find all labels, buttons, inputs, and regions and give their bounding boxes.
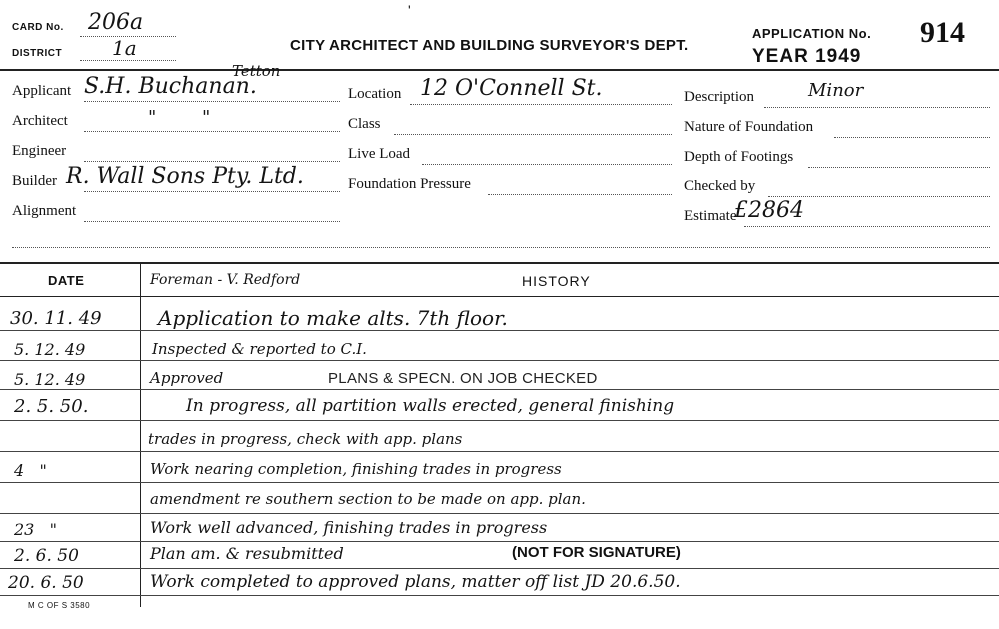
class-label: Class — [348, 116, 381, 132]
applicant-value: S.H. Buchanan. — [84, 74, 257, 99]
architect-line — [84, 131, 340, 132]
history-entry: Approved — [150, 369, 224, 387]
history-date: 5. 12. 49 — [14, 340, 86, 359]
history-date: 20. 6. 50 — [8, 573, 84, 593]
application-number: 914 — [920, 16, 965, 49]
tick-mark: ' — [408, 2, 411, 18]
engineer-label: Engineer — [12, 143, 67, 159]
estimate-value: £2864 — [734, 198, 804, 223]
checked-by-label: Checked by — [684, 178, 756, 194]
year-label: YEAR 1949 — [752, 46, 862, 67]
department-title: CITY ARCHITECT AND BUILDING SURVEYOR'S DEPT. — [290, 37, 689, 54]
history-entry: trades in progress, check with app. plans — [148, 430, 463, 448]
history-date: 23 " — [14, 520, 57, 539]
row-rule — [0, 360, 999, 361]
history-top-rule — [0, 262, 999, 264]
history-header: HISTORY — [522, 273, 591, 289]
row-rule — [0, 451, 999, 452]
foundation-pressure-line — [488, 194, 672, 195]
applicant-label: Applicant — [12, 83, 72, 99]
description-value: Minor — [808, 80, 864, 101]
blank-dotted-line — [12, 247, 990, 248]
card-no-value: 206a — [88, 10, 144, 35]
builder-line — [84, 191, 340, 192]
not-for-signature-note: (NOT FOR SIGNATURE) — [512, 544, 681, 561]
history-entry: In progress, all partition walls erected, general finishing — [186, 396, 675, 416]
location-line — [410, 104, 672, 105]
history-entry: Plan am. & resubmitted — [150, 544, 344, 563]
history-date: 30. 11. 49 — [10, 308, 102, 329]
nature-line — [834, 137, 990, 138]
row-rule — [0, 389, 999, 390]
header-rule — [0, 69, 999, 71]
application-label: APPLICATION No. — [752, 26, 872, 41]
form-code: M C OF S 3580 — [28, 601, 91, 610]
checked-line — [768, 196, 990, 197]
date-column-divider — [140, 262, 141, 607]
alignment-label: Alignment — [12, 203, 77, 219]
description-label: Description — [684, 89, 754, 105]
alignment-line — [84, 221, 340, 222]
history-entry: amendment re southern section to be made on app. plan. — [150, 490, 586, 508]
row-rule — [0, 568, 999, 569]
location-value: 12 O'Connell St. — [420, 76, 603, 101]
history-date: 5. 12. 49 — [14, 370, 86, 389]
estimate-line — [744, 226, 990, 227]
builder-label: Builder — [12, 173, 57, 189]
row-rule — [0, 595, 999, 596]
live-load-line — [422, 164, 672, 165]
row-rule — [0, 541, 999, 542]
engineer-line — [84, 161, 340, 162]
description-line — [764, 107, 990, 108]
history-date: 2. 5. 50. — [14, 396, 89, 417]
foreman-note: Foreman - V. Redford — [150, 272, 301, 288]
district-label: DISTRICT — [12, 48, 63, 59]
row-rule — [0, 513, 999, 514]
plans-checked-stamp: PLANS & SPECN. ON JOB CHECKED — [328, 370, 598, 387]
architect-value: " " — [148, 107, 211, 128]
district-value: 1a — [112, 36, 137, 60]
applicant-line — [84, 101, 340, 102]
history-entry: Work well advanced, finishing trades in progress — [150, 518, 548, 537]
history-entry: Application to make alts. 7th floor. — [158, 306, 508, 330]
architect-label: Architect — [12, 113, 68, 129]
district-line — [80, 60, 176, 61]
depth-of-footings-label: Depth of Footings — [684, 149, 794, 165]
location-label: Location — [348, 86, 402, 102]
history-date: 4 " — [14, 461, 47, 480]
estimate-label: Estimate — [684, 208, 737, 224]
row-rule — [0, 420, 999, 421]
class-line — [394, 134, 672, 135]
date-header: DATE — [48, 273, 85, 288]
live-load-label: Live Load — [348, 146, 411, 162]
foundation-pressure-label: Foundation Pressure — [348, 176, 471, 192]
applicant-extra: Tetton — [232, 62, 281, 80]
history-entry: Inspected & reported to C.I. — [152, 340, 367, 358]
card-no-label: CARD No. — [12, 22, 64, 33]
nature-of-foundation-label: Nature of Foundation — [684, 119, 814, 135]
history-header-rule — [0, 296, 999, 297]
row-rule — [0, 482, 999, 483]
row-rule — [0, 330, 999, 331]
history-entry: Work nearing completion, finishing trades in progress — [150, 460, 562, 478]
builder-value: R. Wall Sons Pty. Ltd. — [66, 164, 304, 189]
history-date: 2. 6. 50 — [14, 546, 79, 566]
depth-line — [808, 167, 990, 168]
history-entry: Work completed to approved plans, matter off list JD 20.6.50. — [150, 572, 681, 592]
